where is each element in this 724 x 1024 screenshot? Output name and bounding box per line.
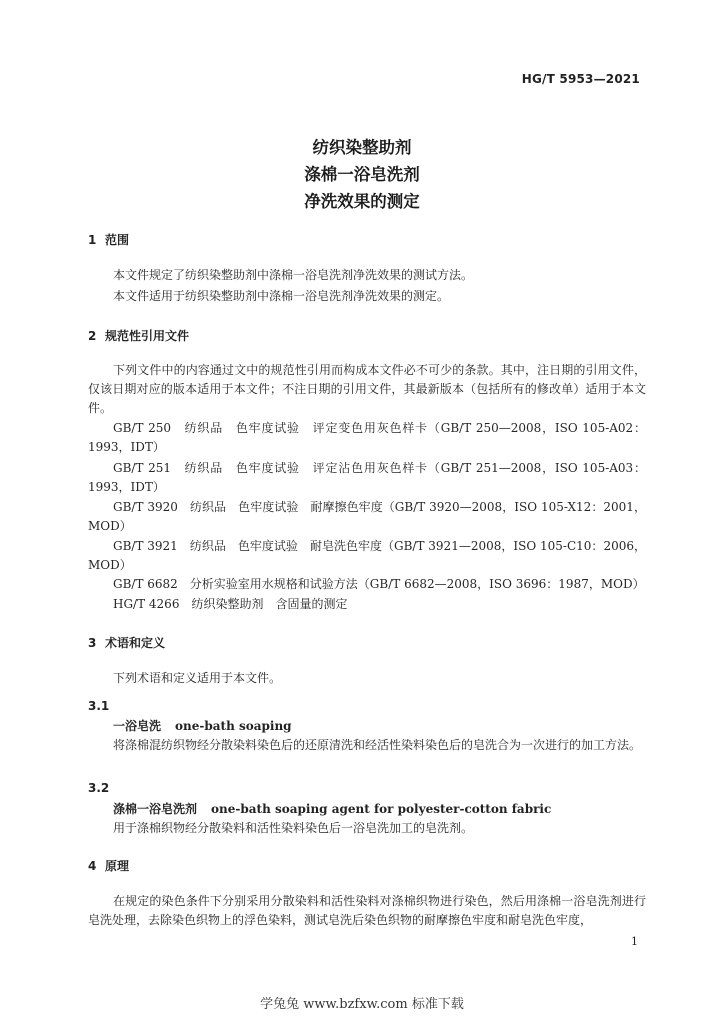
title-line-1: 纺织染整助剂	[312, 138, 412, 157]
section-1-heading	[88, 231, 129, 248]
section-2-heading	[88, 327, 189, 344]
title-line-3: 净洗效果的测定	[304, 192, 420, 211]
section-1-paragraph-1: 本文件规定了纺织染整助剂中涤棉一浴皂洗剂净洗效果的测试方法。	[113, 268, 474, 282]
section-3-intro: 下列术语和定义适用于本文件。	[113, 671, 282, 685]
section-1-paragraph-2: 本文件适用于纺织染整助剂中涤棉一浴皂洗剂净洗效果的测定。	[113, 289, 450, 303]
term-definition: 用于涤棉织物经分散染料和活性染料染色后一浴皂洗加工的皂洗剂。	[113, 821, 474, 835]
term-number: 3.2	[88, 781, 110, 795]
section-title: 术语和定义	[105, 636, 166, 650]
term-english: one-bath soaping	[175, 719, 292, 733]
footer-watermark: 学兔兔 www.bzfxw.com 标准下载	[260, 997, 464, 1012]
term-number: 3.1	[88, 699, 110, 713]
term-title	[113, 717, 292, 734]
section-4-heading	[88, 857, 129, 874]
section-number: 2	[88, 329, 97, 343]
reference-item: GB/T 251 纺织品 色牢度试验 评定沾色用灰色样卡（GB/T 251—2008，ISO 105-A03：1993，IDT）	[88, 461, 646, 494]
reference-item: HG/T 4266 纺织染整助剂 含固量的测定	[113, 597, 348, 611]
section-title: 原理	[105, 859, 130, 873]
section-number: 1	[88, 233, 97, 247]
reference-item: GB/T 250 纺织品 色牢度试验 评定变色用灰色样卡（GB/T 250—2008，ISO 105-A02：1993，IDT）	[88, 421, 646, 454]
page-number: 1	[631, 935, 638, 948]
document-number: HG/T 5953—2021	[521, 72, 640, 86]
section-title: 规范性引用文件	[105, 329, 190, 343]
section-number: 3	[88, 636, 97, 650]
section-3-heading	[88, 634, 165, 651]
section-title: 范围	[105, 233, 130, 247]
term-title	[113, 800, 551, 817]
term-chinese: 一浴皂洗	[113, 719, 162, 733]
section-number: 4	[88, 859, 97, 873]
term-definition: 将涤棉混纺织物经分散染料染色后的还原清洗和经活性染料染色后的皂洗合为一次进行的加工方法。	[113, 738, 642, 752]
section-2-intro: 下列文件中的内容通过文中的规范性引用而构成本文件必不可少的条款。其中，注日期的引用文件，仅该日期对应的版本适用于本文件；不注日期的引用文件，其最新版本（包括所有的修改单）适用于本文件。	[88, 363, 646, 415]
section-4-paragraph: 在规定的染色条件下分别采用分散染料和活性染料对涤棉织物进行染色，然后用涤棉一浴皂洗剂进行皂洗处理，去除染色织物上的浮色染料，测试皂洗后染色织物的耐摩擦色牢度和耐皂洗色牢度，	[88, 894, 646, 927]
reference-item: GB/T 3920 纺织品 色牢度试验 耐摩擦色牢度（GB/T 3920—2008，ISO 105-X12：2001，MOD）	[88, 500, 646, 533]
reference-item: GB/T 6682 分析实验室用水规格和试验方法（GB/T 6682—2008，ISO 3696：1987，MOD）	[113, 577, 645, 591]
title-line-2: 涤棉一浴皂洗剂	[304, 165, 420, 184]
reference-item: GB/T 3921 纺织品 色牢度试验 耐皂洗色牢度（GB/T 3921—2008，ISO 105-C10：2006，MOD）	[88, 539, 646, 572]
term-chinese: 涤棉一浴皂洗剂	[113, 802, 198, 816]
term-english: one-bath soaping agent for polyester-cotton fabric	[211, 802, 552, 816]
